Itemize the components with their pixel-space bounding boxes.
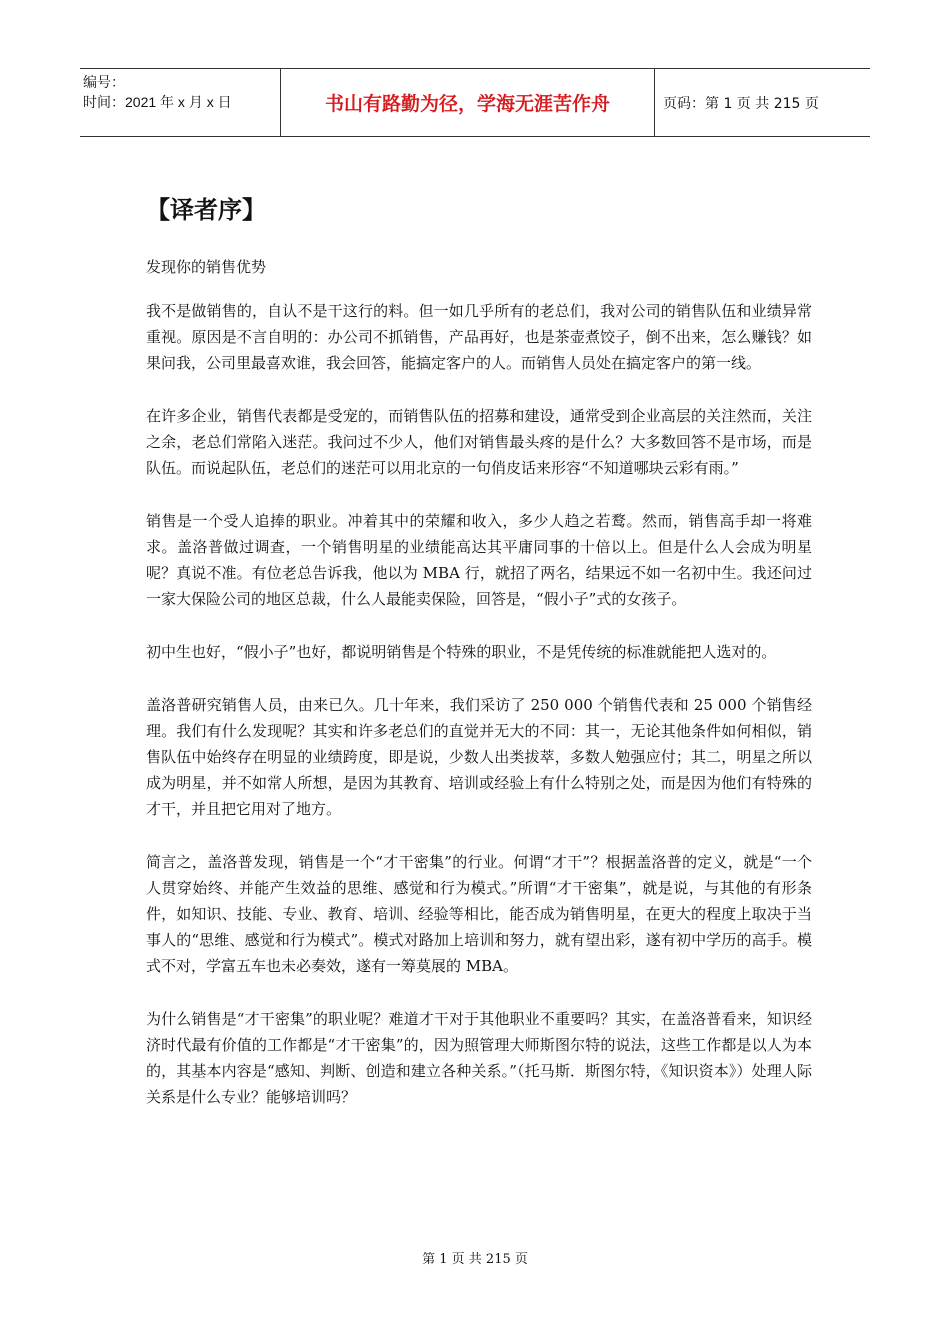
paragraph: 我不是做销售的，自认不是干这行的料。但一如几乎所有的老总们，我对公司的销售队伍和业绩异常重视。原因是不言自明的：办公司不抓销售，产品再好，也是茶壶煮饺子，倒不出来，怎么赚钱？如果问我，公司里最喜欢谁，我会回答，能搞定客户的人。而销售人员处在搞定客户的第一线。 — [146, 302, 812, 372]
header-motto: 书山有路勤为径，学海无涯苦作舟 — [281, 69, 655, 136]
paragraph: 初中生也好，“假小子”也好，都说明销售是个特殊的职业，不是凭传统的标准就能把人选对的。 — [146, 643, 777, 661]
document-date: 时间：2021 年 x 月 x 日 — [83, 94, 232, 110]
header-page-info: 页码：第 1 页 共 215 页 — [663, 95, 819, 112]
paragraph: 销售是一个受人追捧的职业。冲着其中的荣耀和收入，多少人趋之若鹜。然而，销售高手却一将难求。盖洛普做过调查，一个销售明星的业绩能高达其平庸同事的十倍以上。但是什么人会成为明星呢？真说不准。有位老总告诉我，他以为 MBA 行，就招了两名，结果远不如一名初中生。我还问过一家大保险公司的地区总裁，什么人最能卖保险，回答是，“假小子”式的女孩子。 — [146, 512, 812, 608]
document-number-label: 编号： — [83, 74, 125, 90]
paragraph: 盖洛普研究销售人员，由来已久。几十年来，我们采访了 250 000 个销售代表和 25 000 个销售经理。我们有什么发现呢？其实和许多老总们的直觉并无大的不同：其一，无论其他条件如何相似，销售队伍中始终存在明显的业绩跨度，即是说，少数人出类拔萃，多数人勉强应付；其二，明星之所以成为明星，并不如常人所想，是因为其教育、培训或经验上有什么特别之处，而是因为他们有特殊的才干，并且把它用对了地方。 — [146, 696, 812, 818]
document-subtitle: 发现你的销售优势 — [146, 258, 267, 276]
paragraph: 为什么销售是“才干密集”的职业呢？难道才干对于其他职业不重要吗？其实，在盖洛普看来，知识经济时代最有价值的工作都是“才干密集”的，因为照管理大师斯图尔特的说法，这些工作都是以人为本的，其基本内容是“感知、判断、创造和建立各种关系。”（托马斯．斯图尔特，《知识资本》）处理人际关系是什么专业？能够培训吗？ — [146, 1010, 812, 1106]
paragraph: 简言之，盖洛普发现，销售是一个“才干密集”的行业。何谓“才干”？根据盖洛普的定义，就是“一个人贯穿始终、并能产生效益的思维、感觉和行为模式。”所谓“才干密集”，就是说，与其他的有形条件，如知识、技能、专业、教育、培训、经验等相比，能否成为销售明星，在更大的程度上取决于当事人的“思维、感觉和行为模式”。模式对路加上培训和努力，就有望出彩，遂有初中学历的高手。模式不对，学富五车也未必奏效，遂有一筹莫展的 MBA。 — [146, 853, 812, 975]
header-meta — [80, 69, 281, 136]
document-body — [146, 298, 812, 1137]
document-title: 【译者序】 — [146, 196, 266, 224]
page-header — [80, 68, 870, 137]
paragraph: 在许多企业，销售代表都是受宠的，而销售队伍的招募和建设，通常受到企业高层的关注然而，关注之余，老总们常陷入迷茫。我问过不少人，他们对销售最头疼的是什么？大多数回答不是市场，而是队伍。而说起队伍，老总们的迷茫可以用北京的一句俏皮话来形容“不知道哪块云彩有雨。” — [146, 407, 812, 477]
page-footer: 第 1 页 共 215 页 — [422, 1252, 528, 1267]
